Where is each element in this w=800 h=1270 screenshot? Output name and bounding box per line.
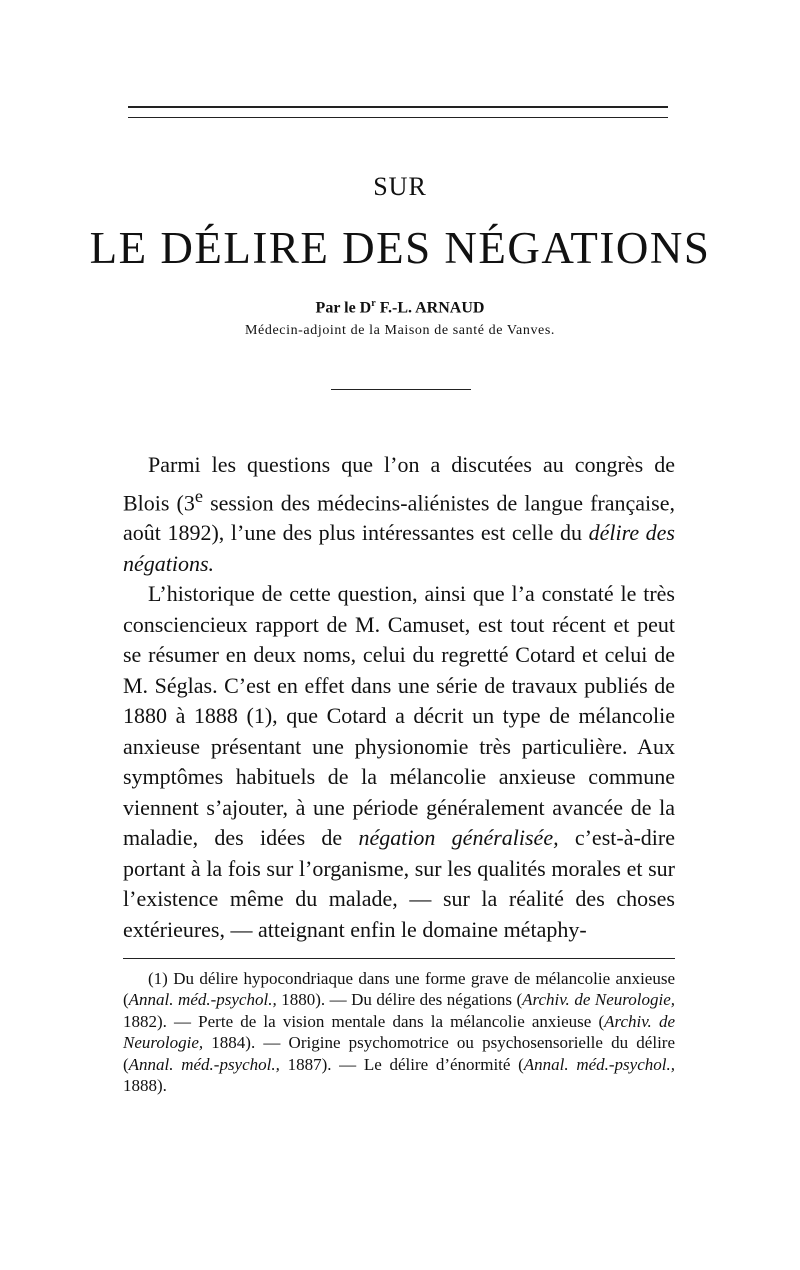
fn-journal-3: Archiv. de Neurologie, <box>123 1011 675 1053</box>
p1-text-b: session des médecins-aliénistes de langue française, août 1892), l’une des plus intéressantes est celle du <box>123 489 675 546</box>
article-title: LE DÉLIRE DES NÉGATIONS <box>89 223 711 273</box>
body-text <box>123 450 675 945</box>
p2-text-b: c’est-à-dire portant à la fois sur l’organisme, sur les qualités morales et sur l’existence même du malade, — sur la réalité des choses extérieures, — atteignant enfin le domaine métaphy- <box>123 825 675 942</box>
author-affiliation: Médecin-adjoint de la Maison de santé de Vanves. <box>244 323 556 338</box>
footnote-1 <box>123 968 675 1096</box>
header-rule-thin <box>128 117 668 118</box>
fn-text-1: (1) Du délire hypocondriaque dans une forme grave de mélancolie anxieuse ( <box>123 969 675 1010</box>
p1-emphasis: délire des négations. <box>123 520 675 576</box>
fn-journal-1: Annal. méd.-psychol., <box>128 990 277 1010</box>
fn-text-6: 1888). <box>123 1076 167 1096</box>
p1-superscript: e <box>194 485 204 506</box>
fn-journal-2: Archiv. de Neurologie, <box>522 990 675 1010</box>
header-rule-thick <box>128 106 668 108</box>
fn-text-2: 1880). — Du délire des négations ( <box>276 990 523 1010</box>
fn-text-5: 1887). — Le délire d’énormité ( <box>279 1054 524 1074</box>
fn-text-4: 1884). — Origine psychomotrice ou psychosensorielle du délire ( <box>123 1033 675 1074</box>
author-byline <box>0 298 800 317</box>
fn-journal-5: Annal. méd.-psychol., <box>523 1054 675 1074</box>
footnote <box>123 968 675 1096</box>
byline-prefix: Par le D <box>315 299 372 317</box>
footnote-rule <box>123 958 675 959</box>
byline-superscript: r <box>371 298 376 309</box>
fn-text-3: 1882). — Perte de la vision mentale dans la mélancolie anxieuse ( <box>123 1011 605 1031</box>
p2-emphasis: négation généralisée, <box>358 825 559 851</box>
title-preposition: SUR <box>373 172 427 201</box>
p1-text-a: Parmi les questions que l’on a discutées au congrès de Blois (3 <box>123 452 675 515</box>
p2-text-a: L’historique de cette question, ainsi que l’a constaté le très consciencieux rapport de M. Camuset, est tout récent et peut se résumer en deux noms, celui du regretté Cotard et celui de M. Séglas. C’est en effet dans une série de travaux publiés de 1880 à 1888 (1), que Cotard a décrit un type de mélancolie anxieuse présentant une physionomie très particulière. Aux symptômes habituels de la mélancolie anxieuse commune viennent s’ajouter, à une période généralement avancée de la maladie, des idées de <box>123 581 675 851</box>
fn-journal-4: Annal. méd.-psychol., <box>128 1054 280 1074</box>
paragraph-1 <box>123 450 675 579</box>
paragraph-2 <box>123 579 675 945</box>
section-divider <box>331 389 471 390</box>
author-name: F.-L. ARNAUD <box>375 299 485 317</box>
